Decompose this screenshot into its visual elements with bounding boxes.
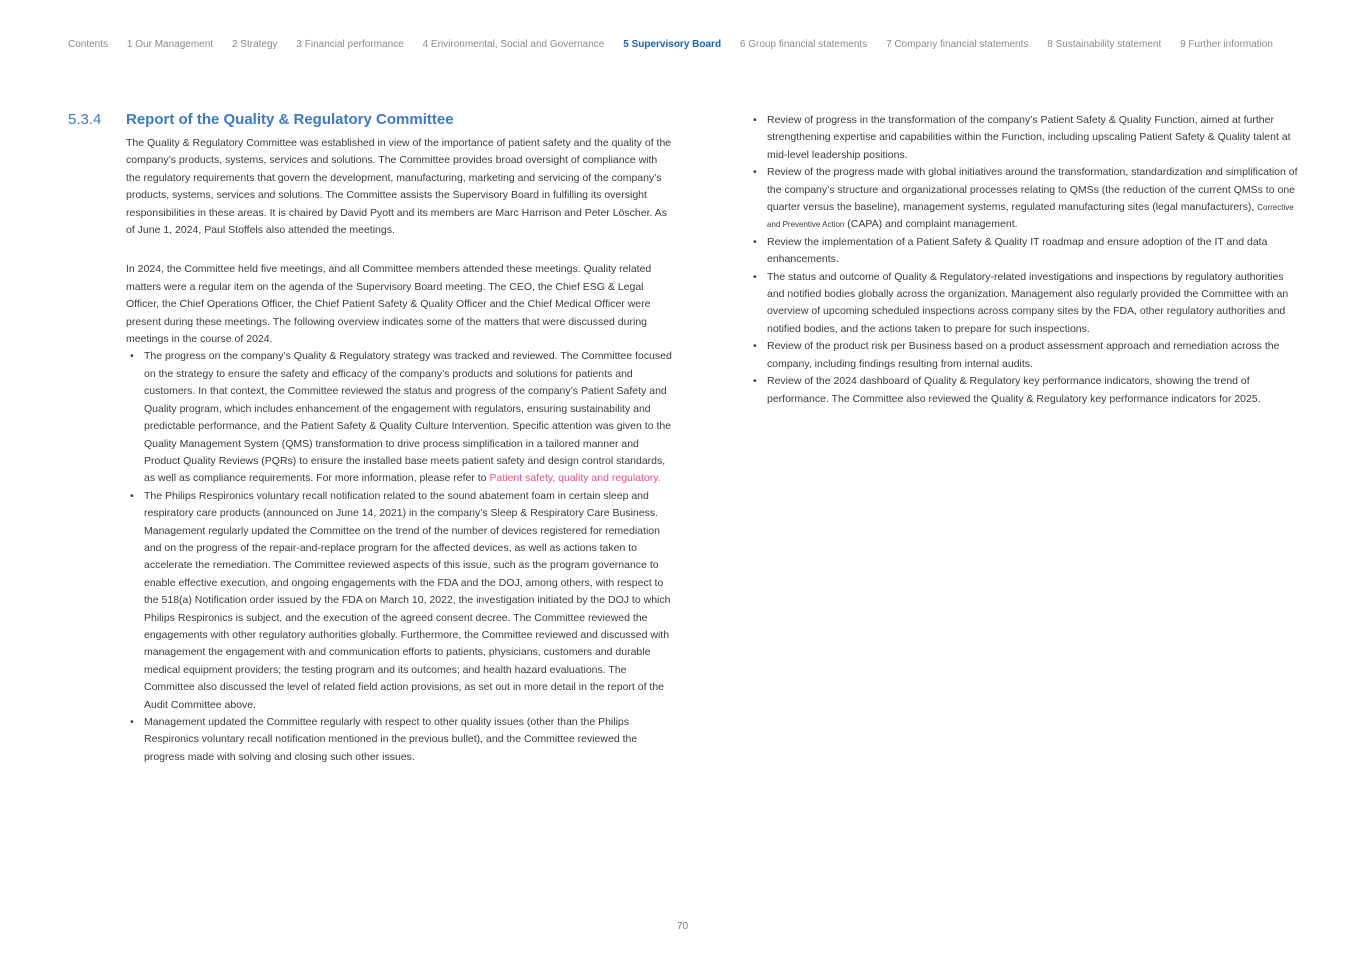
nav-item-esg[interactable]: 4 Environmental, Social and Governance (422, 39, 605, 50)
list-item (126, 348, 673, 487)
left-column-body (126, 135, 673, 766)
right-bullet-list (752, 112, 1298, 408)
section-navigation (68, 39, 1273, 50)
nav-item-supervisory-board[interactable]: 5 Supervisory Board (623, 39, 722, 50)
intro-paragraph: The Quality & Regulatory Committee was established in view of the importance of patient safety and the quality of the company’s products, systems, services and solutions. The Committee provides broad oversight of compliance with the regulatory requirements that govern the development, manufacturing, marketing and servicing of the company’s products, systems, services and solutions. The Committee assists the Supervisory Board in fulfilling its oversight responsibilities in these areas. It is chaired by David Pyott and its members are Marc Harrison and Peter Löscher. As of June 1, 2024, Paul Stoffels also attended the meetings. (126, 137, 672, 237)
patient-safety-link[interactable]: Patient safety, quality and regulatory. (489, 472, 661, 485)
capa-small-text: Corrective and Preventive Action (767, 203, 1294, 230)
right-column (752, 112, 1298, 408)
section-number: 5.3.4 (68, 111, 102, 128)
bullet-text: The Philips Respironics voluntary recall notification related to the sound abatement foam in certain sleep and respiratory care products (announced on June 14, 2021) in the company’s Sleep & Respiratory Care Business. Management regularly updated the Committee on the trend of the number of devices registered for remediation and on the progress of the repair-and-replace program for the affected devices, as well as actions taken to accelerate the remediation. The Committee reviewed aspects of this issue, such as the program governance to enable effective execution, and ongoing engagements with the FDA and the DOJ, among others, with respect to the 518(a) Notification order issued by the FDA on March 10, 2022, the investigation initiated by the DOJ to which Philips Respironics is subject, and the execution of the agreed consent decree. The Committee reviewed the engagements with other regulatory authorities globally. Furthermore, the Committee reviewed and discussed with management the engagement with and communication efforts to patients, physicians, customers and durable medical equipment providers; the testing program and its outcomes; and health hazard evaluations. The Committee also discussed the level of related field action provisions, as set out in more detail in the report of the Audit Committee above. (144, 489, 671, 711)
list-item (752, 338, 1298, 373)
bullet-text: The status and outcome of Quality & Regulatory-related investigations and inspections by regulatory authorities and notified bodies globally across the organization. Management also regularly provided the Committee with an overview of upcoming scheduled inspections across company sites by the FDA, other regulatory authorities and notified bodies, and the actions taken to prepare for such inspections. (767, 270, 1289, 335)
left-column (68, 111, 673, 766)
nav-item-contents[interactable]: Contents (68, 39, 109, 50)
page-number: 70 (676, 921, 689, 932)
bullet-text: Management updated the Committee regularly with respect to other quality issues (other than the Philips Respironics voluntary recall notification mentioned in the previous bullet), and the Committee reviewed the progress made with solving and closing such other issues. (144, 716, 638, 763)
nav-item-company-financial-statements[interactable]: 7 Company financial statements (886, 39, 1029, 50)
bullet-text: (CAPA) and complaint management. (844, 218, 1018, 231)
nav-item-sustainability-statement[interactable]: 8 Sustainability statement (1047, 39, 1162, 50)
list-item (752, 164, 1298, 234)
nav-item-group-financial-statements[interactable]: 6 Group financial statements (739, 39, 868, 50)
nav-item-financial-performance[interactable]: 3 Financial performance (296, 39, 404, 50)
bullet-text: Review of progress in the transformation of the company’s Patient Safety & Quality Function, aimed at further strengthening expertise and capabilities within the Function, including upscaling Patient Safety & Quality talent at mid-level leadership positions. (767, 114, 1291, 161)
list-item (126, 488, 673, 714)
list-item (752, 234, 1298, 269)
left-bullet-list (126, 348, 673, 766)
bullet-text: Review of the progress made with global initiatives around the transformation, standardization and simplification of the company’s structure and organizational processes relating to QMSs (the reduction of the current QMSs to one quarter versus the baseline), management systems, regulated manufacturing sites (legal manufacturers), (767, 166, 1298, 214)
list-item (126, 714, 673, 766)
section-heading (68, 111, 673, 128)
bullet-text: Review of the 2024 dashboard of Quality & Regulatory key performance indicators, showing the trend of performance. The Committee also reviewed the Quality & Regulatory key performance indicators for 2025. (767, 375, 1261, 405)
meetings-paragraph: In 2024, the Committee held five meetings, and all Committee members attended these meetings. Quality related matters were a regular item on the agenda of the Supervisory Board meeting. The CEO, the Chief ESG & Legal Officer, the Chief Operations Officer, the Chief Patient Safety & Quality Officer and the Chief Medical Officer were present during these meetings. The following overview indicates some of the matters that were discussed during meetings in the course of 2024. (126, 263, 652, 346)
bullet-text: The progress on the company’s Quality & Regulatory strategy was tracked and reviewed. The Committee focused on the strategy to ensure the safety and efficacy of the company’s products and solutions for patients and customers. In that context, the Committee reviewed the status and progress of the company’s Patient Safety and Quality program, which includes enhancement of the engagement with regulators, ensuring sustainability and predictable performance, and the Patient Safety & Quality Culture Intervention. Specific attention was given to the Quality Management System (QMS) transformation to drive process simplification in a tailored manner and Product Quality Reviews (PQRs) to ensure the installed base meets patient safety and design control standards, as well as compliance requirements. For more information, please refer to (144, 350, 672, 485)
nav-item-our-management[interactable]: 1 Our Management (126, 39, 214, 50)
list-item (752, 373, 1298, 408)
bullet-text: Review the implementation of a Patient Safety & Quality IT roadmap and ensure adoption of the IT and data enhancements. (767, 235, 1268, 266)
nav-item-strategy[interactable]: 2 Strategy (231, 39, 278, 50)
bullet-text: Review of the product risk per Business based on a product assessment approach and remediation across the company, including findings resulting from internal audits. (767, 340, 1280, 370)
list-item (752, 269, 1298, 339)
nav-item-further-information[interactable]: 9 Further information (1180, 39, 1273, 50)
page-title: Report of the Quality & Regulatory Committee (126, 111, 454, 128)
list-item (752, 112, 1298, 164)
